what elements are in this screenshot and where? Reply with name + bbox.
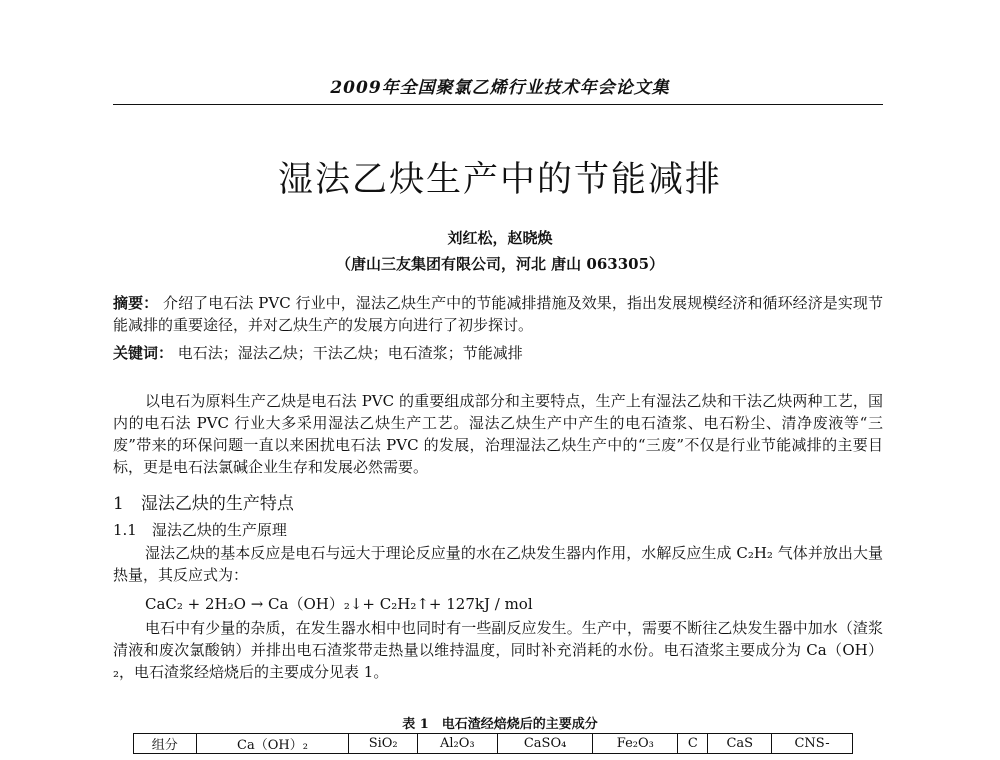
abstract-label: 摘要： [113,294,159,312]
body-paragraph-1: 湿法乙炔的基本反应是电石与远大于理论反应量的水在乙炔发生器内作用，水解反应生成 C₂H₂ 气体并放出大量热量，其反应式为： [113,544,883,584]
composition-table [133,733,853,754]
section-heading-1: 1 湿法乙炔的生产特点 [113,494,294,514]
affiliation: （唐山三友集团有限公司，河北 唐山 063305） [335,255,665,273]
keywords-text: 电石法；湿法乙炔；干法乙炔；电石渣浆；节能减排 [177,344,523,362]
header-rule [113,104,883,105]
table-header-cell: 组分 [134,734,197,754]
table-caption: 表 1 电石渣经焙烧后的主要成分 [402,717,598,732]
table-header-cell: CaSO₄ [497,734,593,754]
abstract-text: 介绍了电石法 PVC 行业中，湿法乙炔生产中的节能减排措施及效果，指出发展规模经济和循环经济是实现节能减排的重要途径，并对乙炔生产的发展方向进行了初步探讨。 [113,294,883,334]
table-header-cell: C [678,734,708,754]
authors: 刘红松，赵晓焕 [447,229,553,247]
section-heading-1-1: 1.1 湿法乙炔的生产原理 [113,521,287,539]
intro-paragraph: 以电石为原料生产乙炔是电石法 PVC 的重要组成部分和主要特点，生产上有湿法乙炔和干法乙炔两种工艺，国内的电石法 PVC 行业大多采用湿法乙炔生产工艺。湿法乙炔生产中产生的电石渣浆、电石粉尘、清净废液等“三废”带来的环保问题一直以来困扰电石法 PVC 的发展，治理湿法乙炔生产中的“三废”不仅是行业节能减排的主要目标，更是电石法氯碱企业生存和发展必然需要。 [113,392,883,476]
paper-title: 湿法乙炔生产中的节能减排 [277,160,722,200]
running-head: 2009年全国聚氯乙烯行业技术年会论文集 [330,78,670,98]
abstract [113,292,883,336]
table-header-row [134,734,853,754]
table-header-cell: Al₂O₃ [417,734,497,754]
body-paragraph-2: 电石中有少量的杂质，在发生器水相中也同时有一些副反应发生。生产中，需要不断往乙炔发生器中加水（渣浆清液和废次氯酸钠）并排出电石渣浆带走热量以维持温度，同时补充消耗的水份。电石渣浆主要成分为 Ca（OH）₂，电石渣浆经焙烧后的主要成分见表 1。 [113,619,883,681]
reaction-equation: CaC₂ + 2H₂O → Ca（OH）₂↓+ C₂H₂↑+ 127kJ / mol [145,595,533,613]
table-header-cell: SiO₂ [349,734,417,754]
table-header-cell: Fe₂O₃ [593,734,678,754]
keywords-label: 关键词： [113,344,174,362]
table-header-cell: CaS [708,734,772,754]
table-header-cell: Ca（OH）₂ [196,734,349,754]
table-header-cell: CNS- [772,734,853,754]
keywords [113,342,883,364]
